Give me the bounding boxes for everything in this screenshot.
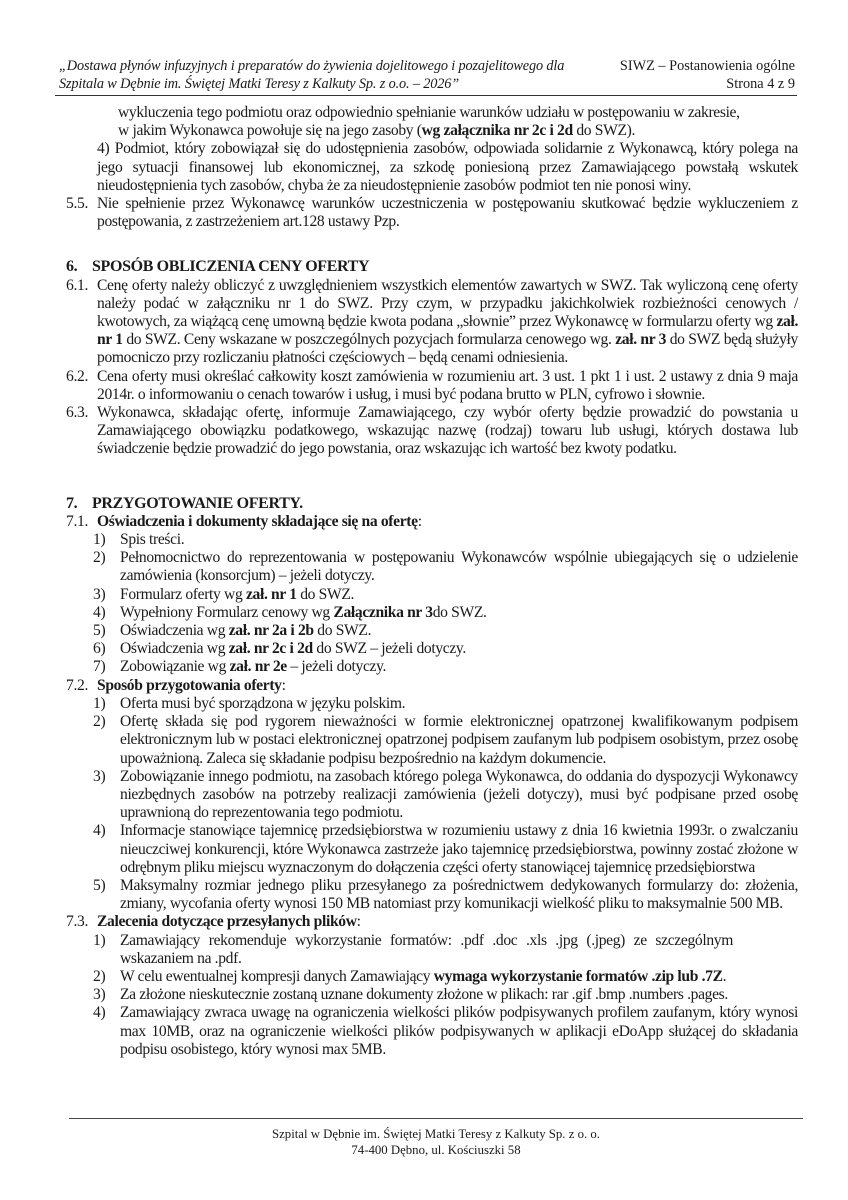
list-item [0,695,848,713]
section-5-5 [0,195,848,231]
item-number: 1) [93,931,106,949]
text: do SWZ). [572,122,636,140]
item-number: 3) [93,767,106,785]
continuation-text-1: wykluczenia tego podmiotu oraz odpowiednio spełnianie warunków udziału w postępowaniu w zakresie, [118,104,740,121]
text: Zamawiający zwraca uwagę na ograniczenia wielkości plików podpisywanych profilem zaufanym, który wynosi max 10MB, oraz na ograniczenie wielkości plików podpisywanych w aplikacji eDoApp służącej do składania podpisu osobistego, który wynosi max 5MB. [120,1004,798,1058]
item-text: Informacje stanowiące tajemnicę przedsiębiorstwa w rozumieniu ustawy z dnia 16 kwietnia 1993r. o zwalczaniu nieuczciwej konkurencji, które Wykonawca zastrzeże jako tajemnicę przedsiębiorstwa, powinny zostać złożone w odrębnym pliku miejscu wyznaczonym do dołączenia części oferty stanowiącej tajemnicę przedsiębiorstwa [120,822,798,876]
item-number: 6) [93,640,106,658]
item-number: 1) [93,694,106,712]
section-text: Cena oferty musi określać całkowity koszt zamówienia w rozumieniu art. 3 ust. 1 pkt 1 i ust. 2 ustawy z dnia 9 maja 2014r. o informowaniu o cenach towarów i usług, i musi być podana brutto w PLN, cyfrowo i słownie. [97,367,798,403]
bold-reference: zał. nr 2c i 2d [228,640,313,658]
subsection-title [97,513,798,531]
section-7-heading [0,495,848,513]
subsection-title [97,913,798,931]
list-item [0,622,848,640]
bold-title: Sposób przygotowania oferty [97,676,282,694]
header-title-line2: Szpitala w Dębnie im. Świętej Matki Teresy z Kalkuty Sp. z o.o. – 2026” [59,75,460,92]
bold-reference: wg załącznika nr 2c i 2d [421,122,573,140]
text: do SWZ. [313,622,372,640]
section-6-1 [0,277,848,368]
section-number: 6. [66,258,78,276]
list-item [0,1004,848,1059]
list-item [0,822,848,877]
bold-reference: zał. nr 2e [229,658,287,676]
item-number: 3) [93,585,106,603]
header-meta [620,58,795,93]
point-4-paragraph [0,140,848,195]
text: do SWZ będą służyły pomocniczo przy rozliczaniu płatności częściowych – będą cenami odniesienia. [97,331,798,367]
item-text: Maksymalny rozmiar jednego pliku przesyłanego za pośrednictwem dedykowanych formularzy do: złożenia, zmiany, wycofania oferty wynosi 150 MB natomiast przy komunikacji wielkość pliku to maksymalnie 500 MB. [120,876,798,913]
text: do SWZ – jeżeli dotyczy. [312,640,466,658]
item-text [120,549,798,585]
section-7-2-heading [0,677,848,695]
continuation-paragraph [0,104,848,140]
section-6-heading [0,258,848,276]
text: : [356,913,361,931]
text: do SWZ. Ceny wskazane w poszczególnych pozycjach formularza cenowego wg. [122,331,616,349]
item-number: 2) [93,713,106,731]
item-number: 2) [93,549,106,567]
text: . [722,967,727,985]
list-item [0,768,848,823]
item-text [120,640,798,658]
section-7-1-heading [0,513,848,531]
list-item [0,968,848,986]
list-item [0,986,848,1004]
item-text: Ofertę składa się pod rygorem nieważności w formie elektronicznej opatrzonej kwalifikowanym podpisem elektronicznym lub w postaci elektronicznej opatrzonej podpisem zaufanym lub podpisem osobistym, przez osobę upoważnioną. Zaleca się składanie podpisu bezpośrednio na każdym dokumencie. [120,713,798,767]
text: Pełnomocnictwo do reprezentowania w postępowaniu Wykonawców wspólnie ubiegających się o udzielenie zamówienia (konsorcjum) – jeżeli dotyczy. [120,549,798,585]
page-footer [69,1126,803,1158]
section-text: Wykonawca, składając ofertę, informuje Zamawiającego, czy wybór oferty będzie prowadzić do powstania u Zamawiającego obowiązku podatkowego, wskazując nazwę (rodzaj) towaru lub usługi, których dostawa lub świadczenie będzie prowadzić do jego powstania, oraz wskazując ich wartość bez kwoty podatku. [97,404,798,458]
item-text [120,586,798,604]
item-text [120,1004,798,1059]
header-page-number: Strona 4 z 9 [726,75,795,92]
point-4-text: 4) Podmiot, który zobowiązał się do udostępnienia zasobów, odpowiada solidarnie z Wykonawcą, który polega na jego sytuacji finansowej lub ekonomicznej, za szkodę poniesioną przez Zamawiającego powstałą wskutek nieudostępnienia tych zasobów, chyba że za nieudostępnienie zasobów podmiot ten nie ponosi winy. [97,140,798,194]
section-number: 6.2. [66,367,88,385]
item-number: 2) [93,967,106,985]
subsection-title [97,677,798,695]
text: Formularz oferty wg [120,585,246,603]
section-number: 7.2. [66,676,88,694]
header-title [59,58,619,93]
text: – jeżeli dotyczy. [286,658,387,676]
bold-reference: zał. nr 2a i 2b [228,622,314,640]
section-6-2 [0,368,848,404]
text: w jakim Wykonawca powołuje się na jego zasoby ( [118,122,422,140]
bold-title: Oświadczenia i dokumenty składające się na ofertę [97,512,418,530]
text: : [417,512,422,530]
bold-title: Zalecenia dotyczące przesyłanych plików [97,913,357,931]
document-body [0,104,848,1059]
section-number: 5.5. [66,195,88,213]
item-number: 4) [93,822,106,840]
item-text [120,986,798,1004]
text: W celu ewentualnej kompresji danych Zamawiający [120,967,434,985]
item-text [120,531,798,549]
text: Za złożone nieskutecznie zostaną uznane dokumenty złożone w plikach: rar .gif .bmp .numbers .pages. [120,986,728,1004]
page-header [55,58,797,96]
item-number: 3) [93,986,106,1004]
item-text [120,604,798,622]
section-7-3-heading [0,913,848,931]
bold-reference: zał. nr 1 [97,313,798,349]
item-text: Oferta musi być sporządzona w języku polskim. [120,694,406,712]
continuation-text-2 [118,122,798,140]
section-number: 6.3. [66,404,88,422]
section-text [97,277,798,368]
list-item [0,877,848,913]
footer-address: 74-400 Dębno, ul. Kościuszki 58 [351,1143,521,1157]
item-number: 4) [93,1004,106,1022]
item-number: 5) [93,876,106,894]
list-item [0,713,848,768]
text: Wypełniony Formularz cenowy wg [120,603,334,621]
header-title-line1: „Dostawa płynów infuzyjnych i preparatów do żywienia dojelitowego i pozajelitowego dla [59,58,565,74]
text: Zobowiązanie wg [120,658,230,676]
section-number: 7. [66,494,78,512]
text: do SWZ. [296,585,355,603]
text: Cenę oferty należy obliczyć z uwzględnieniem wszystkich elementów zawartych w SWZ. Tak wyliczoną cenę oferty należy podać w załączniku nr 1 do SWZ. Przy czym, w przypadku jakichkolwiek rozbieżności cenowych / kwotowych, za wiążącą cenę umowną będzie kwota podana „słownie” przez Wykonawcę w formularzu oferty wg [97,276,798,331]
list-item [0,640,848,658]
text: do SWZ. [432,603,487,621]
list-item [0,604,848,622]
section-number: 6.1. [66,276,88,294]
header-doc-type: SIWZ – Postanowienia ogólne [619,58,795,74]
text: : [281,676,286,694]
bold-reference: zał. nr 1 [245,585,297,603]
bold-reference: zał. nr 3 [615,331,667,349]
item-text [120,968,798,986]
section-title: SPOSÓB OBLICZENIA CENY OFERTY [92,258,370,276]
list-item [0,531,848,549]
footer-company: Szpital w Dębnie im. Świętej Matki Teresy z Kalkuty Sp. z o. o. [272,1127,600,1141]
item-number: 7) [93,658,106,676]
list-item [0,549,848,585]
section-number: 7.3. [66,913,88,931]
item-number: 5) [93,622,106,640]
section-title: PRZYGOTOWANIE OFERTY. [92,494,303,512]
section-6-3 [0,404,848,459]
text: Spis treści. [120,531,185,549]
footer-divider [69,1118,803,1119]
text: Oświadczenia wg [120,640,229,658]
list-item [0,932,848,968]
bold-reference: Załącznika nr 3 [333,603,433,621]
list-item [0,658,848,676]
item-number: 1) [93,531,106,549]
section-text: Nie spełnienie przez Wykonawcę warunków uczestniczenia w postępowaniu skutkować będzie wykluczeniem z postępowania, z zastrzeżeniem art.128 ustawy Pzp. [97,195,798,231]
item-text [120,658,798,676]
item-number: 4) [93,603,106,621]
item-text: Zobowiązanie innego podmiotu, na zasobach którego polega Wykonawca, do oddania do dyspozycji Wykonawcy niezbędnych zasobów na potrzeby realizacji zamówienia (jeżeli dotyczy), musi być podpisane przed osobę uprawnioną do reprezentowania tego podmiotu. [120,767,798,822]
item-text [120,622,798,640]
text: Oświadczenia wg [120,622,229,640]
section-number: 7.1. [66,512,88,530]
list-item [0,586,848,604]
text: Zamawiający rekomenduje wykorzystanie formatów: .pdf .doc .xls .jpg (.jpeg) ze szczególnym wskazaniem na .pdf. [120,931,733,967]
item-text [120,932,733,968]
bold-reference: wymaga wykorzystanie formatów .zip lub .7Z [433,967,723,985]
